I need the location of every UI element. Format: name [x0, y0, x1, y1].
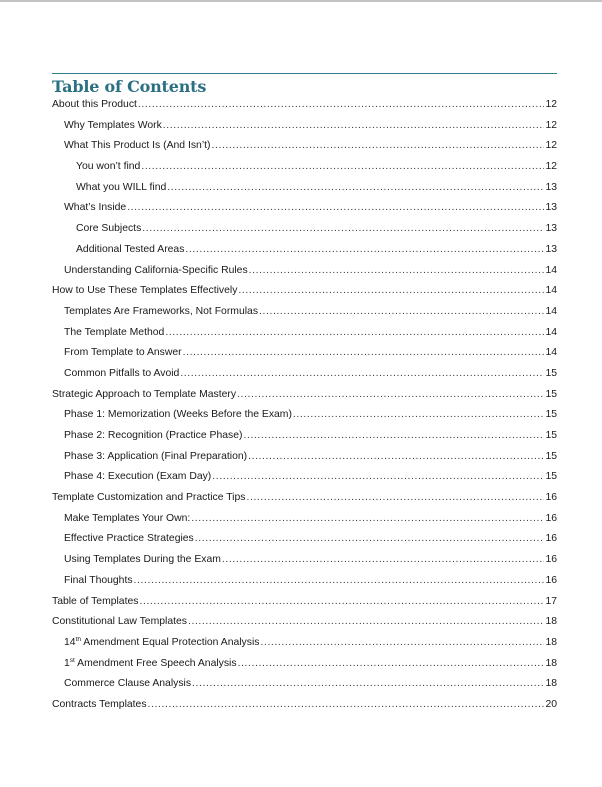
dot-leader — [243, 430, 544, 441]
toc-entry-page-number: 14 — [545, 347, 557, 359]
dot-leader — [238, 285, 544, 296]
toc-entry-label: Table of Templates — [52, 595, 139, 607]
toc-entry[interactable] — [52, 244, 557, 265]
toc-entry-page-number: 14 — [545, 285, 557, 297]
dot-leader — [139, 596, 544, 607]
toc-entry-page-number: 12 — [545, 140, 557, 152]
heading-rule — [52, 73, 557, 74]
toc-entry[interactable] — [52, 409, 557, 430]
toc-entry[interactable] — [52, 389, 557, 410]
toc-entry[interactable] — [52, 265, 557, 286]
toc-entry-page-number: 15 — [545, 450, 557, 462]
toc-entry-label: Understanding California-Specific Rules — [64, 264, 248, 276]
toc-entry[interactable] — [52, 492, 557, 513]
toc-entry-label-rest: Amendment Equal Protection Analysis — [80, 636, 260, 648]
toc-entry[interactable] — [52, 699, 557, 720]
dot-leader — [195, 533, 545, 544]
toc-entry-label: How to Use These Templates Effectively — [52, 285, 238, 297]
toc-entry-label: What This Product Is (And Isn’t) — [64, 140, 211, 152]
dot-leader — [259, 306, 544, 317]
toc-entry-page-number: 14 — [545, 264, 557, 276]
toc-entry-label: Using Templates During the Exam — [64, 554, 221, 566]
toc-entry[interactable] — [52, 202, 557, 223]
toc-entry-page-number: 16 — [545, 512, 557, 524]
toc-entry-label: Additional Tested Areas — [76, 243, 185, 255]
toc-entry-label — [64, 658, 237, 669]
toc-entry[interactable] — [52, 471, 557, 492]
toc-entry-page-number: 13 — [545, 243, 557, 255]
dot-leader — [293, 409, 545, 420]
dot-leader — [211, 140, 544, 151]
toc-entry[interactable] — [52, 140, 557, 161]
dot-leader — [237, 389, 544, 400]
toc-entry-label: Effective Practice Strategies — [64, 533, 194, 545]
toc-entry-page-number: 18 — [545, 657, 557, 669]
toc-entry[interactable] — [52, 285, 557, 306]
toc-entry-label: The Template Method — [64, 326, 165, 338]
toc-entry-page-number: 15 — [545, 409, 557, 421]
toc-entry[interactable] — [52, 616, 557, 637]
toc-entry[interactable] — [52, 596, 557, 617]
toc-entry[interactable] — [52, 658, 557, 679]
dot-leader — [141, 161, 544, 172]
dot-leader — [260, 637, 544, 648]
toc-entry-page-number: 13 — [545, 181, 557, 193]
toc-entry[interactable] — [52, 223, 557, 244]
toc-entry[interactable] — [52, 327, 557, 348]
toc-entry-label: Phase 1: Memorization (Weeks Before the Exam) — [64, 409, 292, 421]
toc-entry-label-number: 14 — [64, 636, 76, 648]
toc-entry-label: From Template to Answer — [64, 347, 182, 359]
dot-leader — [134, 575, 545, 586]
toc-entry-page-number: 12 — [545, 119, 557, 131]
toc-entry-page-number: 14 — [545, 326, 557, 338]
toc-entry-label: Make Templates Your Own: — [64, 512, 191, 524]
toc-entry[interactable] — [52, 306, 557, 327]
toc-entry-page-number: 13 — [545, 202, 557, 214]
document-page — [52, 73, 557, 720]
toc-entry-label: Contracts Templates — [52, 698, 147, 710]
toc-entry-page-number: 16 — [545, 554, 557, 566]
dot-leader — [222, 554, 545, 565]
dot-leader — [191, 513, 544, 524]
toc-entry-label: Template Customization and Practice Tips — [52, 492, 246, 504]
dot-leader — [167, 182, 544, 193]
dot-leader — [183, 347, 545, 358]
dot-leader — [238, 658, 545, 669]
dot-leader — [142, 223, 544, 234]
dot-leader — [138, 99, 545, 110]
toc-entry[interactable] — [52, 368, 557, 389]
table-of-contents — [52, 99, 557, 720]
dot-leader — [127, 202, 544, 213]
toc-entry[interactable] — [52, 120, 557, 141]
toc-entry-label: Phase 2: Recognition (Practice Phase) — [64, 430, 243, 441]
toc-entry-label: Common Pitfalls to Avoid — [64, 367, 180, 379]
toc-entry-label: Templates Are Frameworks, Not Formulas — [64, 305, 259, 317]
toc-entry-label — [64, 637, 259, 648]
toc-entry[interactable] — [52, 637, 557, 658]
toc-entry[interactable] — [52, 513, 557, 534]
toc-entry-label: Strategic Approach to Template Mastery — [52, 388, 237, 400]
toc-entry-label: You won’t find — [76, 161, 141, 173]
toc-entry-label: Constitutional Law Templates — [52, 616, 187, 628]
toc-entry-page-number: 12 — [545, 99, 557, 110]
dot-leader — [165, 327, 544, 338]
toc-entry[interactable] — [52, 678, 557, 699]
dot-leader — [249, 265, 545, 276]
toc-entry-page-number: 15 — [545, 388, 557, 400]
dot-leader — [148, 699, 545, 710]
toc-entry-label: Why Templates Work — [64, 119, 162, 131]
dot-leader — [248, 451, 544, 462]
toc-entry-label: About this Product — [52, 99, 137, 110]
dot-leader — [180, 368, 544, 379]
toc-entry-page-number: 15 — [545, 430, 557, 441]
toc-entry-page-number: 12 — [545, 161, 557, 173]
toc-entry[interactable] — [52, 182, 557, 203]
toc-entry[interactable] — [52, 161, 557, 182]
dot-leader — [212, 471, 544, 482]
ordinal-suffix: st — [69, 657, 75, 664]
dot-leader — [188, 616, 544, 627]
toc-entry[interactable] — [52, 347, 557, 368]
toc-entry[interactable] — [52, 451, 557, 472]
toc-entry-page-number: 17 — [545, 595, 557, 607]
toc-entry[interactable] — [52, 533, 557, 554]
toc-entry-page-number: 13 — [545, 223, 557, 235]
dot-leader — [192, 678, 544, 689]
toc-entry-label: Commerce Clause Analysis — [64, 678, 192, 690]
toc-entry-page-number: 16 — [545, 492, 557, 504]
toc-entry-label: Final Thoughts — [64, 574, 133, 586]
toc-entry-label-number: 1 — [64, 657, 70, 669]
dot-leader — [163, 120, 545, 131]
ordinal-suffix: th — [75, 636, 81, 643]
toc-entry-label: What you WILL find — [76, 181, 167, 193]
toc-entry-label: What’s Inside — [64, 202, 127, 214]
toc-entry[interactable] — [52, 554, 557, 575]
toc-entry[interactable] — [52, 99, 557, 120]
toc-entry-page-number: 18 — [545, 678, 557, 690]
toc-entry-page-number: 15 — [545, 367, 557, 379]
dot-leader — [246, 492, 544, 503]
dot-leader — [185, 244, 544, 255]
toc-entry-label: Phase 4: Execution (Exam Day) — [64, 471, 212, 483]
toc-heading: Table of Contents — [52, 77, 207, 96]
toc-entry-label: Core Subjects — [76, 223, 142, 235]
toc-entry-page-number: 18 — [545, 616, 557, 628]
toc-entry-page-number: 18 — [545, 636, 557, 648]
toc-entry-label-rest: Amendment Free Speech Analysis — [74, 657, 237, 669]
toc-entry-page-number: 16 — [545, 533, 557, 545]
toc-entry[interactable] — [52, 430, 557, 451]
toc-entry-page-number: 16 — [545, 574, 557, 586]
toc-entry-page-number: 15 — [545, 471, 557, 483]
toc-entry[interactable] — [52, 575, 557, 596]
toc-entry-page-number: 14 — [545, 305, 557, 317]
toc-entry-page-number: 20 — [545, 698, 557, 710]
toc-entry-label: Phase 3: Application (Final Preparation) — [64, 450, 248, 462]
